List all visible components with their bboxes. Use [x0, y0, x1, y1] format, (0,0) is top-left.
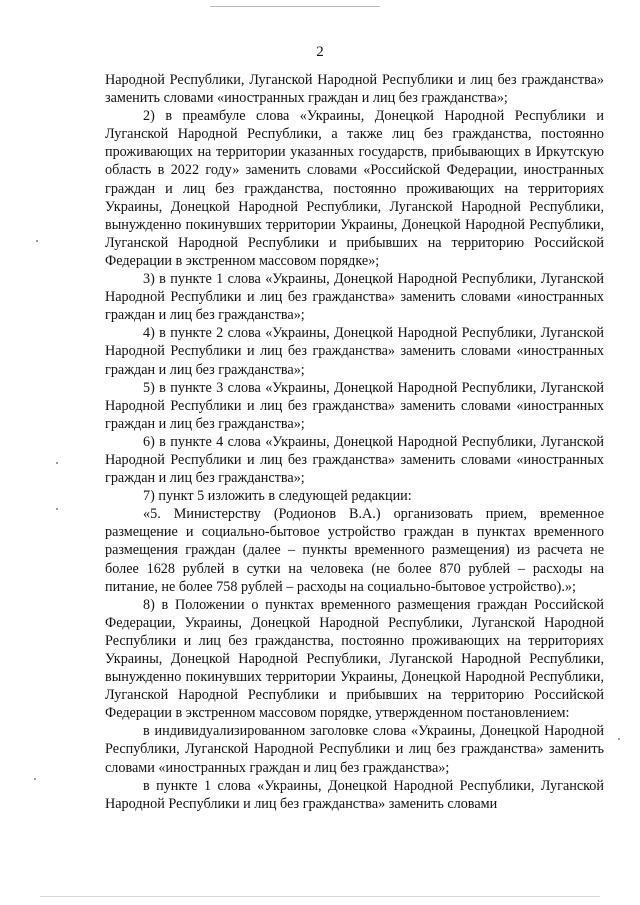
paragraph-item-4: 4) в пункте 2 слова «Украины, Донецкой Народной Республики, Луганской Народной Республики и лиц без гражданства» заменить словами «иностранных граждан и лиц без гражданства»; — [105, 325, 604, 378]
scan-speck — [56, 508, 58, 510]
paragraph-continuation: Народной Республики, Луганской Народной Республики и лиц без гражданства» заменить словами «иностранных граждан и лиц без гражданства»; — [105, 72, 604, 107]
paragraph-item-8-point-1: в пункте 1 слова «Украины, Донецкой Народной Республики, Луганской Народной Республики и лиц без гражданства» заменить словами — [105, 777, 604, 812]
scan-speck — [34, 778, 36, 780]
paragraph-item-8: 8) в Положении о пунктах временного размещения граждан Российской Федерации, Украины, Донецкой Народной Республики, Луганской Народной Республики и лиц без гражданства, постоянно проживающих на территориях Украины, Донецкой Народной Республики, Луганской Народной Республики, вынужденно покинувших территории Украины, Донецкой Народной Республики, Луганской Народной Республики и прибывших на территорию Российской Федерации в экстренном массовом порядке, утвержденном постановлением: — [105, 596, 604, 722]
paragraph-item-2: 2) в преамбуле слова «Украины, Донецкой Народной Республики и Луганской Народной Республики, а также лиц без гражданства, постоянно проживающих на территории указанных государств, прибывающих в Иркутскую область в 2022 году» заменить словами «Российской Федерации, иностранных граждан и лиц без гражданства, постоянно проживающих на территориях Украины, Донецкой Народной Республики, Луганской Народной Республики, вынужденно покинувших территории Украины, Донецкой Народной Республики, Луганской Народной Республики и прибывших на территорию Российской Федерации в экстренном массовом порядке»; — [105, 108, 604, 269]
page-number: 2 — [316, 44, 324, 60]
paragraph-item-8-header: в индивидуализированном заголовке слова «Украины, Донецкой Народной Республики, Луганской Народной Республики и лиц без гражданства» заменить словами «иностранных граждан и лиц без гражданства»; — [105, 723, 604, 776]
scan-speck — [36, 240, 38, 242]
scan-speck — [56, 462, 58, 464]
paragraph-item-7: 7) пункт 5 изложить в следующей редакции: — [143, 488, 412, 505]
paragraph-item-7-new-text: «5. Министерству (Родионов В.А.) организовать прием, временное размещение и социально-бытовое устройство граждан в пунктах временного размещения граждан (далее – пункты временного размещения) из расчета не более 1628 рублей в сутки на человека (не более 870 рублей – расходы на питание, не более 758 рублей – расходы на социально-бытовое устройство).»; — [105, 506, 604, 595]
scan-artifact-bottom — [40, 896, 600, 897]
paragraph-item-6: 6) в пункте 4 слова «Украины, Донецкой Народной Республики, Луганской Народной Республики и лиц без гражданства» заменить словами «иностранных граждан и лиц без гражданства»; — [105, 433, 604, 487]
paragraph-item-3: 3) в пункте 1 слова «Украины, Донецкой Народной Республики, Луганской Народной Республики и лиц без гражданства» заменить словами «иностранных граждан и лиц без гражданства»; — [105, 271, 604, 324]
scan-artifact-top — [210, 6, 380, 7]
document-body — [105, 71, 604, 813]
scan-speck — [618, 738, 620, 740]
paragraph-item-5: 5) в пункте 3 слова «Украины, Донецкой Народной Республики, Луганской Народной Республики и лиц без гражданства» заменить словами «иностранных граждан и лиц без гражданства»; — [105, 379, 604, 432]
